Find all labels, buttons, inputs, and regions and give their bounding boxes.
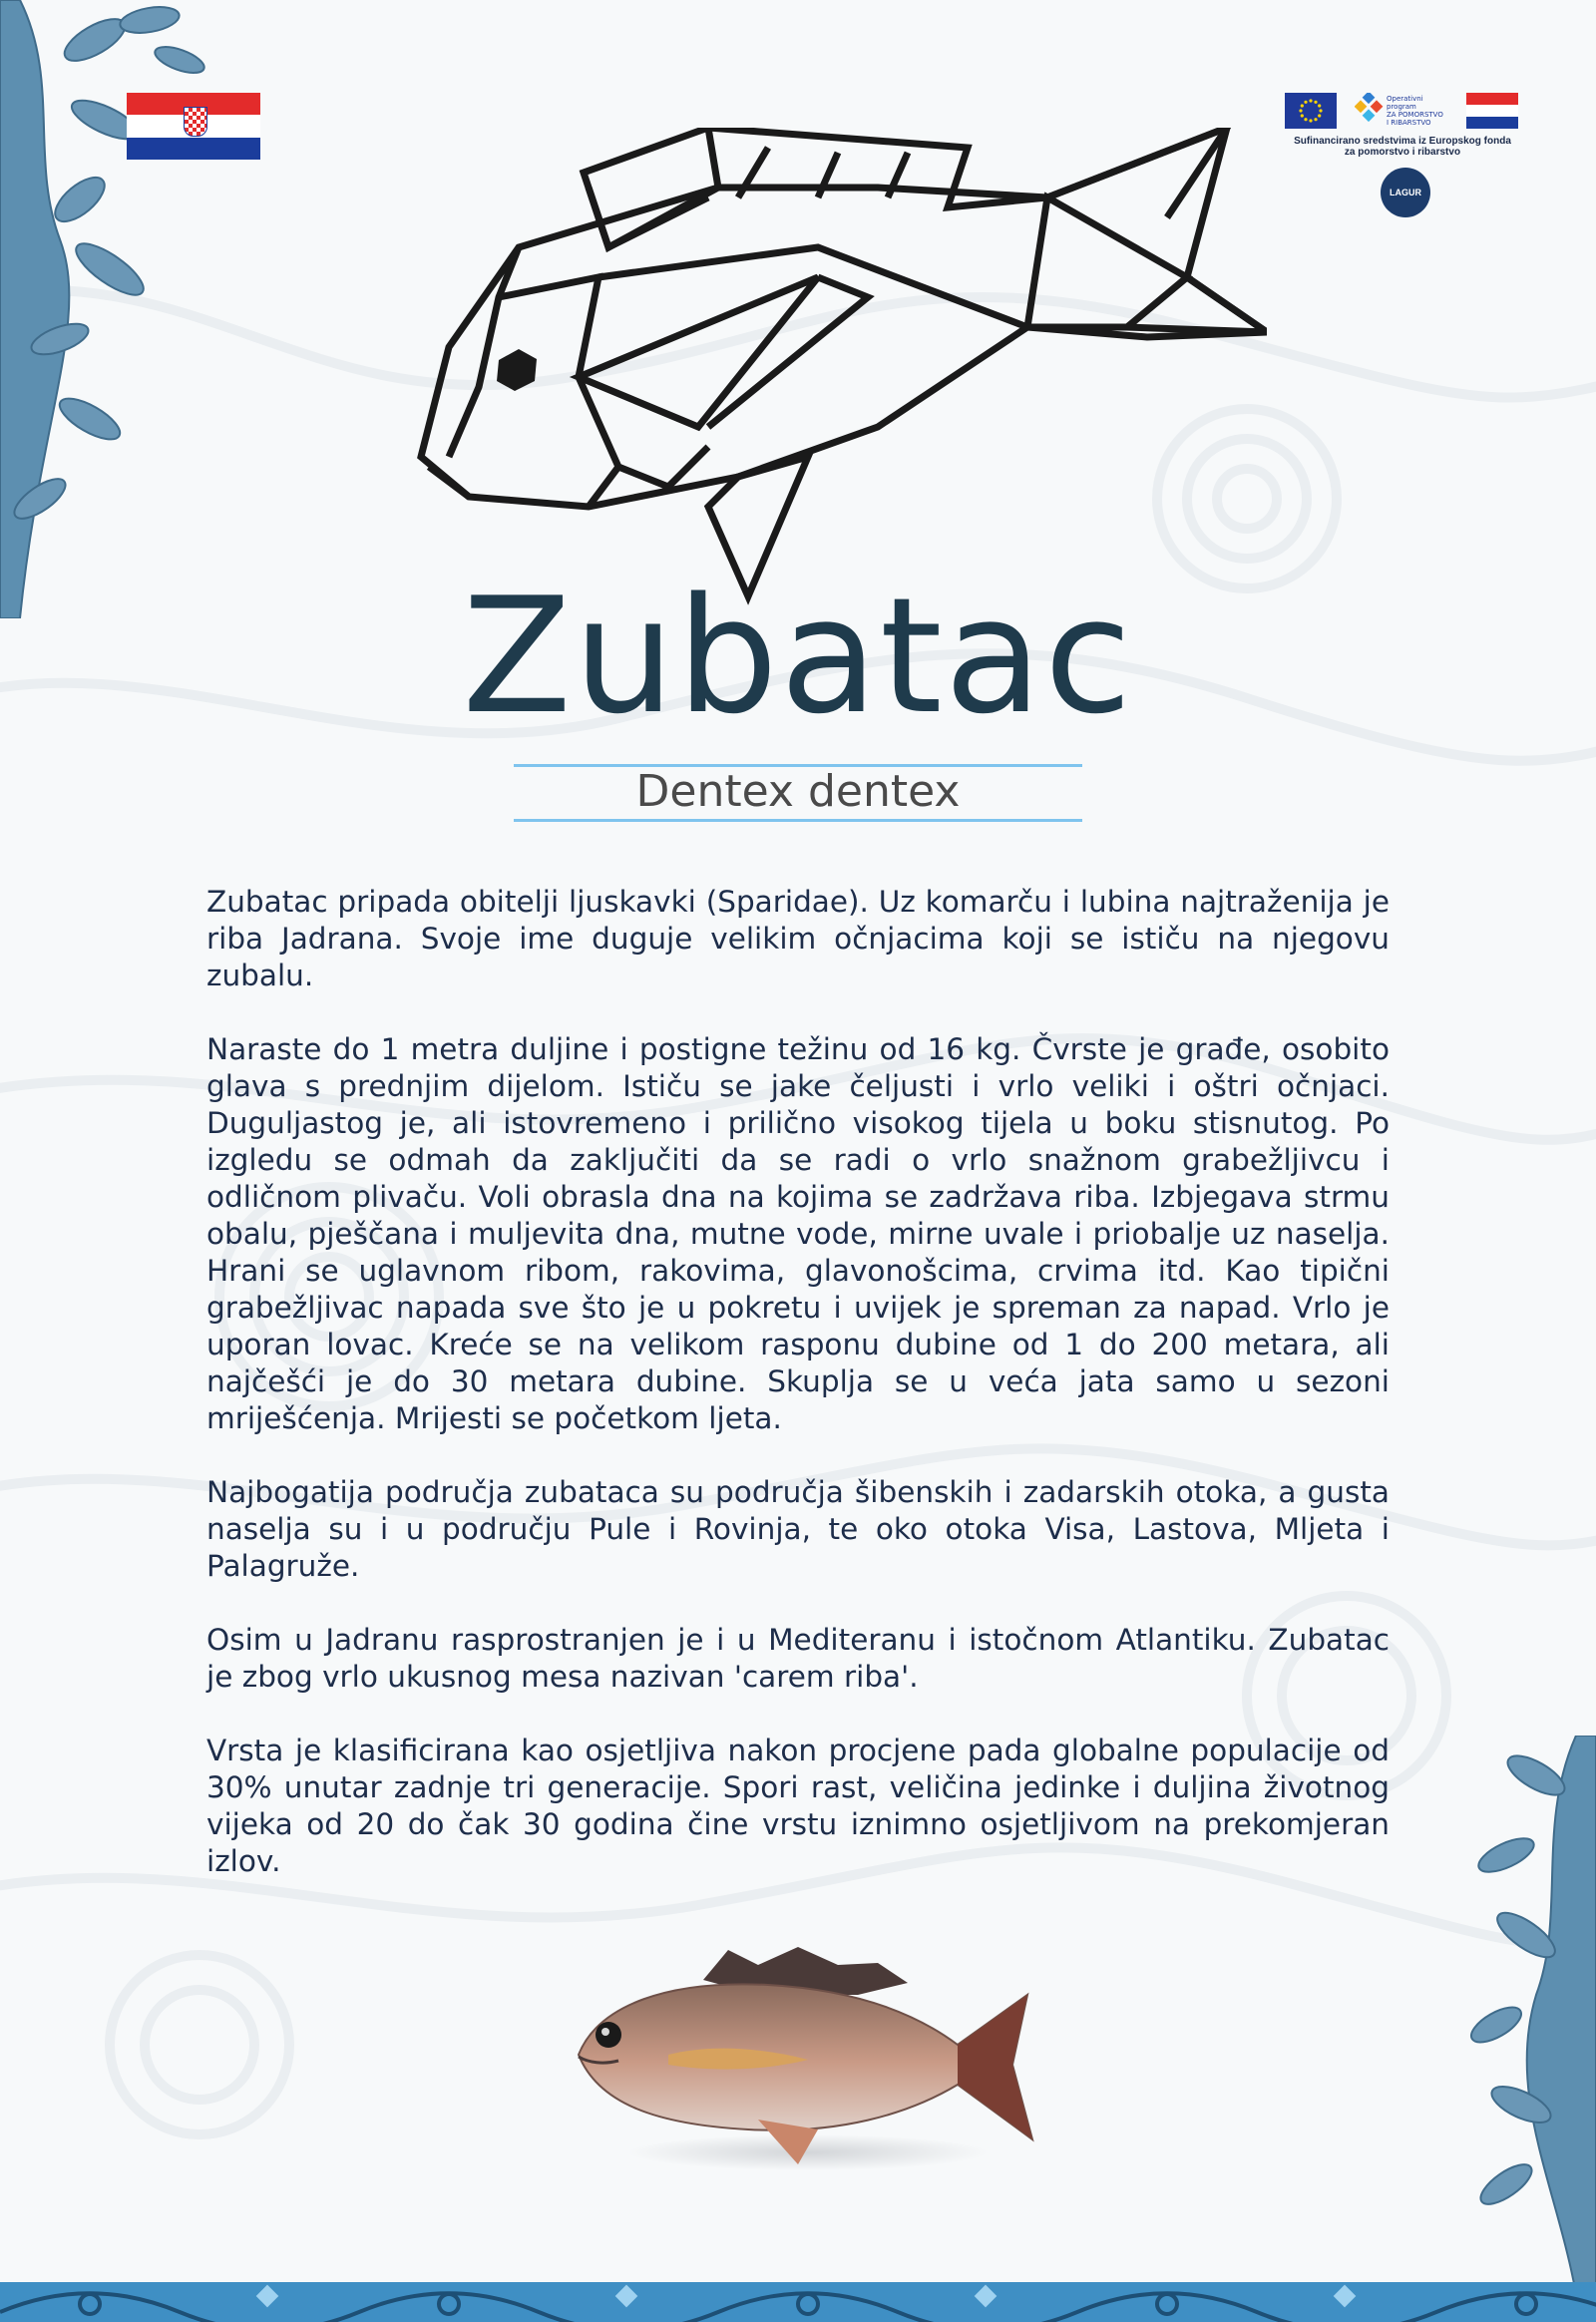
species-title: Zubatac	[462, 563, 1134, 749]
scientific-name: Dentex dentex	[635, 766, 961, 817]
operational-programme-logo	[1355, 93, 1446, 133]
croatian-flag-small-icon	[1466, 93, 1518, 129]
funding-logos	[1285, 90, 1520, 229]
croatian-flag-icon	[127, 93, 260, 160]
paragraph-distribution: Osim u Jadranu rasprostranjen je i u Mediteranu i istočnom Atlantiku. Zubatac je zbog vrlo ukusnog mesa nazivan 'carem riba'.	[206, 1623, 1390, 1694]
op-logo-mark-icon	[1355, 93, 1385, 123]
dentex-fish-photo-icon	[559, 1935, 1057, 2174]
decorative-bottom-band	[0, 2282, 1596, 2322]
species-description	[206, 884, 1390, 1917]
title-rule-bottom	[514, 819, 1082, 822]
fund-caption: Sufinancirano sredstvima iz Europskog fonda za pomorstvo i ribarstvo	[1294, 136, 1511, 158]
paragraph-conservation: Vrsta je klasificirana kao osjetljiva nakon procjene pada globalne populacije od 30% unutar zadnje tri generacije. Spori rast, veličina jedinke i duljina životnog vijeka od 20 do čak 30 godina čine vrstu iznimno osjetljivom na prekomjeran izlov.	[206, 1734, 1390, 1878]
eu-flag-icon	[1285, 93, 1337, 129]
lagur-logo: LAGUR	[1381, 168, 1430, 217]
seaweed-decoration-bottom-right	[1466, 1736, 1596, 2294]
geometric-fish-outline-icon	[409, 128, 1267, 616]
paragraph-habitat: Najbogatija područja zubataca su područja šibenskih i zadarskih otoka, a gusta naselja su i u području Pule i Rovinja, te oko otoka Visa, Lastova, Mljeta i Palagruže.	[206, 1475, 1390, 1583]
paragraph-description: Naraste do 1 metra duljine i postigne težinu od 16 kg. Čvrste je građe, osobito glava s prednjim dijelom. Ističu se jake čeljusti i vrlo veliki i oštri očnjaci. Duguljastog je, ali istovremeno i prilično visokog tijela u boku stisnutog. Po izgledu se odmah da zaključiti da se radi o vrlo snažnom grabežljivcu i odličnom plivaču. Voli obrasla dna na kojima se zadržava riba. Izbjegava strmu obalu, pješčana i muljevita dna, mutne vode, mirne uvale i priobalje uz naselja. Hrani se uglavnom ribom, rakovima, glavonošcima, crvima itd. Kao tipični grabežljivac napada sve što je u pokretu i uvijek je spreman za napad. Vrlo je uporan lovac. Kreće se na velikom rasponu dubine od 1 do 200 metara, ali najčešći je do 30 metara dubine. Skuplja se u veća jata samo u sezoni mriješćenja. Mrijesti se početkom ljeta.	[206, 1032, 1390, 1435]
coat-of-arms-icon	[184, 107, 207, 137]
op-programme-text: Operativni program ZA POMORSTVO I RIBARSTVO	[1387, 95, 1443, 127]
paragraph-family: Zubatac pripada obitelji ljuskavki (Sparidae). Uz komarču i lubina najtraženija je riba Jadrana. Svoje ime duguje velikim očnjacima koji se ističu na njegovu zubalu.	[206, 885, 1390, 992]
